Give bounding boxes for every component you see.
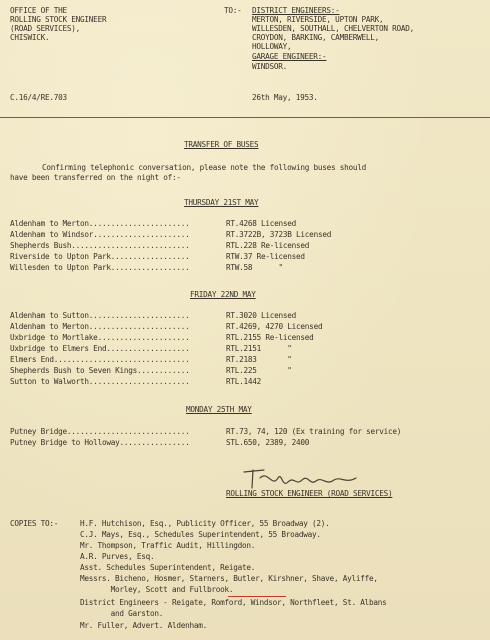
memo-date: 26th May, 1953. — [252, 93, 318, 102]
sender-line: (ROAD SERVICES), — [10, 24, 81, 33]
section-heading: THURSDAY 21ST MAY — [184, 198, 259, 207]
to-title: DISTRICT ENGINEERS:- — [252, 6, 340, 15]
sender-line: ROLLING STOCK ENGINEER — [10, 15, 107, 24]
bus-text: STL.650, 2389, 2400 — [226, 438, 310, 447]
bus-text: RTW.37 Re-licensed — [226, 252, 305, 261]
memo-title: TRANSFER OF BUSES — [184, 140, 259, 149]
to-line: HOLLOWAY, — [252, 42, 292, 51]
bus-text: RT.4269, 4270 Licensed — [226, 322, 323, 331]
copy-recipient: Morley, Scott and Fullbrook. — [80, 585, 234, 594]
route-text: Putney Bridge to Holloway................ — [10, 438, 190, 447]
copy-recipient: and Garston. — [80, 609, 164, 618]
bus-text: RT.2183 " — [226, 355, 292, 364]
route-text: Sutton to Walworth....................... — [10, 377, 190, 386]
signature-title: ROLLING STOCK ENGINEER (ROAD SERVICES) — [226, 489, 393, 498]
copy-recipient: District Engineers - Reigate, Romford, Windsor, Northfleet, St. Albans — [80, 598, 387, 607]
to-line: MERTON, RIVERSIDE, UPTON PARK, — [252, 15, 384, 24]
bus-text: RT.3020 Licensed — [226, 311, 297, 320]
copy-recipient: Mr. Thompson, Traffic Audit, Hillingdon. — [80, 541, 256, 550]
bus-text: RTL.228 Re-licensed — [226, 241, 310, 250]
garage-line: WINDSOR. — [252, 62, 288, 71]
red-underline-mark — [228, 596, 286, 597]
copy-recipient: H.F. Hutchison, Esq., Publicity Officer, 55 Broadway (2). — [80, 519, 330, 528]
bus-text: RTL.225 " — [226, 366, 292, 375]
section-heading: MONDAY 25TH MAY — [186, 405, 252, 414]
to-line: CROYDON, BARKING, CAMBERWELL, — [252, 33, 379, 42]
route-text: Aldenham to Merton....................... — [10, 322, 190, 331]
bus-text: RTL.2155 Re-licensed — [226, 333, 314, 342]
copy-recipient: Mr. Fuller, Advert. Aldenham. — [80, 621, 207, 630]
route-text: Shepherds Bush........................... — [10, 241, 190, 250]
copy-recipient: Messrs. Bicheno, Hosmer, Starners, Butler, Kirshner, Shave, Ayliffe, — [80, 574, 378, 583]
bus-text: RT.4268 Licensed — [226, 219, 297, 228]
route-text: Uxbridge to Mortlake..................... — [10, 333, 190, 342]
section-heading: FRIDAY 22ND MAY — [190, 290, 256, 299]
route-text: Shepherds Bush to Seven Kings............ — [10, 366, 190, 375]
route-text: Aldenham to Merton....................... — [10, 219, 190, 228]
bus-text: RTL.2151 " — [226, 344, 292, 353]
route-text: Riverside to Upton Park.................. — [10, 252, 190, 261]
bus-text: RTW.58 " — [226, 263, 283, 272]
sender-line: OFFICE OF THE — [10, 6, 67, 15]
route-text: Uxbridge to Elmers End................... — [10, 344, 190, 353]
route-text: Aldenham to Windsor...................... — [10, 230, 190, 239]
route-text: Aldenham to Sutton....................... — [10, 311, 190, 320]
route-text: Putney Bridge............................ — [10, 427, 190, 436]
copy-recipient: A.R. Purves, Esq. — [80, 552, 155, 561]
route-text: Willesden to Upton Park.................. — [10, 263, 190, 272]
to-label: TO:- — [224, 6, 242, 15]
route-text: Elmers End............................... — [10, 355, 190, 364]
bus-text: RTL.1442 — [226, 377, 262, 386]
garage-title: GARAGE ENGINEER:- — [252, 52, 327, 61]
copies-label: COPIES TO:- — [10, 519, 59, 528]
bus-text: RT.73, 74, 120 (Ex training for service) — [226, 427, 402, 436]
intro-line: have been transferred on the night of:- — [10, 173, 181, 182]
reference-number: C.16/4/RE.703 — [10, 93, 67, 102]
sender-line: CHISWICK. — [10, 33, 50, 42]
header-divider — [0, 117, 490, 118]
copy-recipient: Asst. Schedules Superintendent, Reigate. — [80, 563, 256, 572]
bus-text: RT.3722B, 3723B Licensed — [226, 230, 332, 239]
copy-recipient: C.J. Mays, Esq., Schedules Superintendent, 55 Broadway. — [80, 530, 321, 539]
intro-line: Confirming telephonic conversation, please note the following buses should — [42, 163, 366, 172]
to-line: WILLESDEN, SOUTHALL, CHELVERTON ROAD, — [252, 24, 414, 33]
